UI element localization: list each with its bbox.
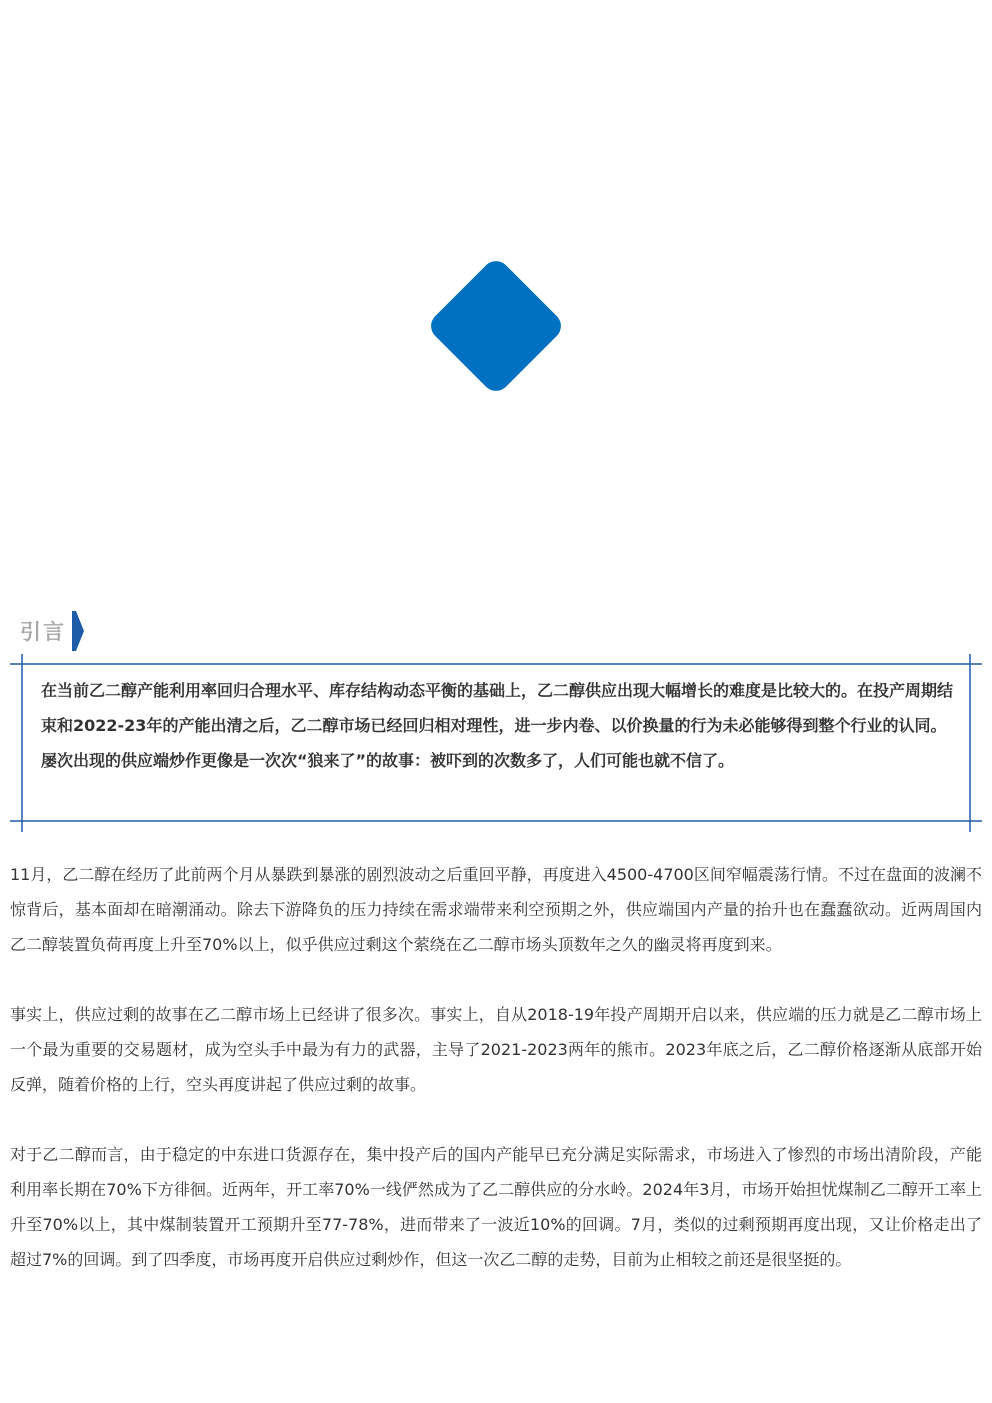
paragraph: 11月，乙二醇在经历了此前两个月从暴跌到暴涨的剧烈波动之后重回平静，再度进入4500-4700区间窄幅震荡行情。不过在盘面的波澜不惊背后，基本面却在暗潮涌动。除去下游降负的压力持续在需求端带来利空预期之外，供应端国内产量的抬升也在蠢蠢欲动。近两周国内乙二醇装置负荷再度上升至70%以上，似乎供应过剩这个萦绕在乙二醇市场头顶数年之久的幽灵将再度到来。	[10, 865, 982, 954]
section-title: 引言	[20, 620, 66, 644]
paragraph: 事实上，供应过剩的故事在乙二醇市场上已经讲了很多次。事实上，自从2018-19年投产周期开启以来，供应端的压力就是乙二醇市场上一个最为重要的交易题材，成为空头手中最为有力的武器，主导了2021-2023两年的熊市。2023年底之后，乙二醇价格逐渐从底部开始反弹，随着价格的上行，空头再度讲起了供应过剩的故事。	[10, 1005, 982, 1094]
section-header	[12, 610, 84, 652]
article-body	[10, 857, 982, 1312]
paragraph: 对于乙二醇而言，由于稳定的中东进口货源存在，集中投产后的国内产能早已充分满足实际需求，市场进入了惨烈的市场出清阶段，产能利用率长期在70%下方徘徊。近两年，开工率70%一线俨然成为了乙二醇供应的分水岭。2024年3月，市场开始担忧煤制乙二醇开工率上升至70%以上，其中煤制装置开工预期升至77-78%，进而带来了一波近10%的回调。7月，类似的过剩预期再度出现，又让价格走出了超过7%的回调。到了四季度，市场再度开启供应过剩炒作，但这一次乙二醇的走势，目前为止相较之前还是很坚挺的。	[10, 1145, 982, 1269]
intro-quote-box	[10, 654, 982, 832]
chevron-right-icon	[72, 611, 84, 651]
intro-text: 在当前乙二醇产能利用率回归合理水平、库存结构动态平衡的基础上，乙二醇供应出现大幅增长的难度是比较大的。在投产周期结束和2022-23年的产能出清之后，乙二醇市场已经回归相对理性，进一步内卷、以价换量的行为未必能够得到整个行业的认同。屡次出现的供应端炒作更像是一次次“狼来了”的故事：被吓到的次数多了，人们可能也就不信了。	[41, 681, 954, 770]
logo-diamond	[424, 254, 568, 398]
blue-diamond-icon	[424, 254, 568, 398]
